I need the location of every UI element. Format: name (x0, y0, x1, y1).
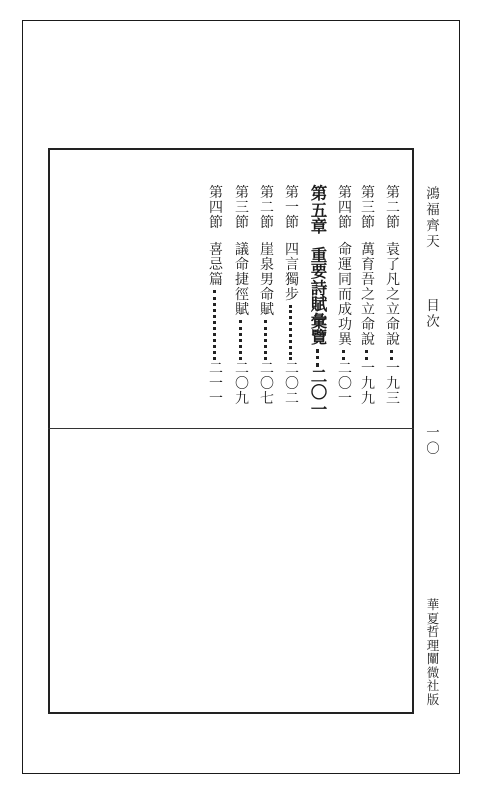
divider-line (48, 428, 414, 429)
toc-page-number: 二 〇 七 (260, 361, 274, 407)
leader-dots (316, 349, 323, 367)
toc-title: 喜 忌 篇 (209, 242, 223, 288)
page-number (424, 425, 442, 457)
toc-entry (336, 186, 354, 407)
publisher (424, 598, 442, 706)
leader-dots (239, 320, 245, 360)
leader-dots (365, 350, 371, 360)
toc-page-number: 二 〇 九 (235, 361, 249, 407)
toc-section-label: 第 四 節 (209, 185, 223, 231)
toc-title: 議 命 捷 徑 賦 (235, 242, 249, 318)
toc-page-number: 二 〇 二 (285, 361, 299, 407)
toc-entry (283, 186, 301, 407)
toc-title: 萬 育 吾 之 立 命 說 (361, 242, 375, 348)
toc-entry (309, 186, 329, 418)
toc-entry (207, 186, 225, 407)
leader-dots (342, 350, 348, 360)
book-title-text: 鴻 福 齊 天 (426, 186, 440, 250)
toc-title: 重 要 詩 賦 彙 覽 (310, 245, 328, 347)
toc-section-label: 第 三 節 (361, 185, 375, 231)
page-number-text: 一 〇 (426, 425, 440, 457)
toc-title: 袁 了 凡 之 立 命 說 (386, 242, 400, 348)
toc-title: 四 言 獨 步 (285, 242, 299, 303)
toc-page-number: 二 〇 一 (338, 361, 352, 407)
toc-title: 命 運 同 而 成 功 異 (338, 242, 352, 348)
toc-page-number: 二 一 一 (209, 361, 223, 407)
toc-page-number: 一 九 九 (361, 361, 375, 407)
publisher-text: 華 夏 哲 理 闡 微 社 版 (426, 597, 440, 707)
toc-page-number: 二 〇 一 (310, 366, 328, 419)
section-label-text: 目 次 (426, 298, 440, 330)
toc-section-label: 第 四 節 (338, 185, 352, 231)
toc-section-label: 第 二 節 (386, 185, 400, 231)
toc-entry (233, 186, 251, 407)
leader-dots (289, 305, 295, 360)
leader-dots (213, 290, 219, 360)
toc-title: 崖 泉 男 命 賦 (260, 242, 274, 318)
toc-section-label: 第 一 節 (285, 185, 299, 231)
toc-entry (258, 186, 276, 407)
toc-page-number: 一 九 三 (386, 361, 400, 407)
toc-section-label: 第 五 章 (310, 184, 328, 236)
toc-entry (359, 186, 377, 407)
section-label (424, 298, 442, 330)
book-title (424, 186, 442, 250)
toc-entry (384, 186, 402, 407)
toc-section-label: 第 二 節 (260, 185, 274, 231)
leader-dots (390, 350, 396, 360)
toc-section-label: 第 三 節 (235, 185, 249, 231)
leader-dots (264, 320, 270, 360)
